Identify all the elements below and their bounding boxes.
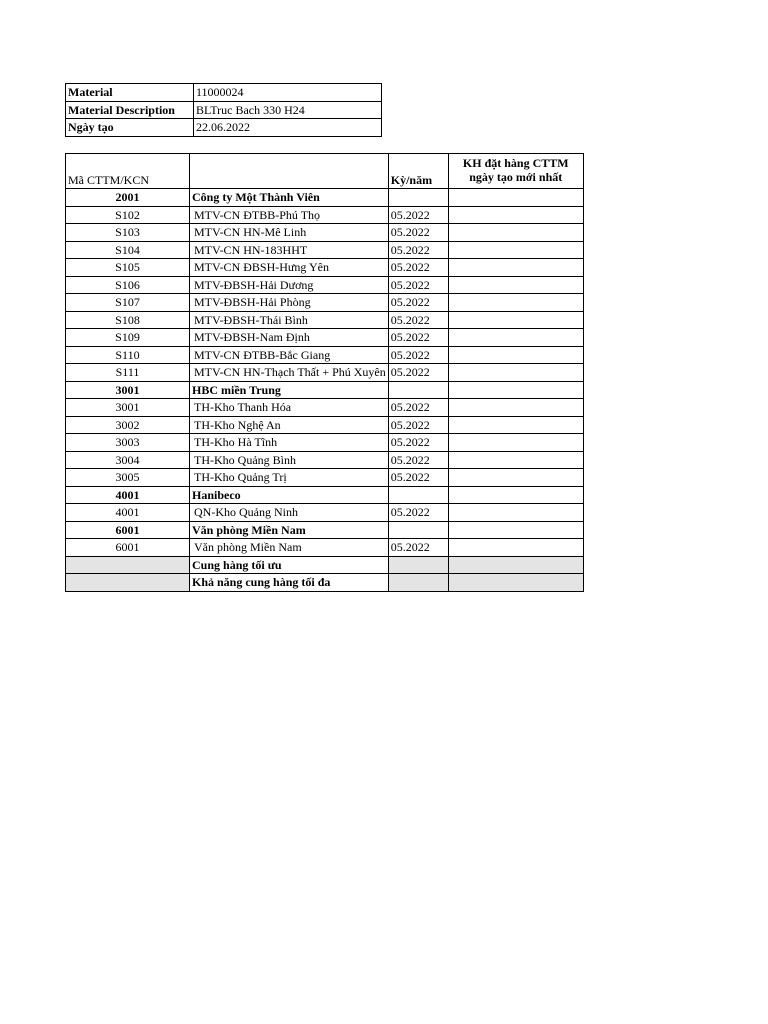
cell-period[interactable]: 05.2022	[388, 346, 448, 364]
cell-period[interactable]	[388, 556, 448, 574]
cell-period[interactable]	[388, 381, 448, 399]
cell-name[interactable]: Hanibeco	[190, 486, 389, 504]
cell-period[interactable]: 05.2022	[388, 259, 448, 277]
summary-row	[66, 556, 584, 574]
cell-name[interactable]: TH-Kho Quảng Trị	[190, 469, 389, 487]
cell-plan[interactable]	[448, 399, 583, 417]
cell-code[interactable]: 3004	[66, 451, 190, 469]
cell-period[interactable]	[388, 189, 448, 207]
cell-name[interactable]: Khả năng cung hàng tối đa	[190, 574, 389, 592]
cell-code[interactable]: 4001	[66, 486, 190, 504]
cell-name[interactable]: MTV-ĐBSH-Hải Phòng	[190, 294, 389, 312]
group-row	[66, 381, 584, 399]
cell-plan[interactable]	[448, 434, 583, 452]
cell-period[interactable]: 05.2022	[388, 241, 448, 259]
cell-period[interactable]: 05.2022	[388, 206, 448, 224]
order-plan-table	[65, 153, 584, 592]
cell-plan[interactable]	[448, 189, 583, 207]
header-code: Mã CTTM/KCN	[66, 154, 190, 189]
cell-code[interactable]: S111	[66, 364, 190, 382]
cell-code[interactable]: 6001	[66, 539, 190, 557]
cell-code[interactable]: 4001	[66, 504, 190, 522]
cell-plan[interactable]	[448, 486, 583, 504]
table-row	[66, 329, 584, 347]
cell-code[interactable]: 3005	[66, 469, 190, 487]
cell-plan[interactable]	[448, 241, 583, 259]
cell-code[interactable]: S105	[66, 259, 190, 277]
table-row	[66, 311, 584, 329]
cell-code[interactable]: S109	[66, 329, 190, 347]
cell-plan[interactable]	[448, 311, 583, 329]
cell-code[interactable]: S108	[66, 311, 190, 329]
date-value[interactable]: 22.06.2022	[194, 119, 382, 137]
cell-plan[interactable]	[448, 556, 583, 574]
table-row	[66, 346, 584, 364]
cell-plan[interactable]	[448, 504, 583, 522]
cell-plan[interactable]	[448, 294, 583, 312]
table-row	[66, 504, 584, 522]
cell-name[interactable]: TH-Kho Quảng Bình	[190, 451, 389, 469]
cell-plan[interactable]	[448, 574, 583, 592]
cell-plan[interactable]	[448, 381, 583, 399]
table-row	[66, 206, 584, 224]
table-row	[66, 259, 584, 277]
group-row	[66, 521, 584, 539]
cell-period[interactable]	[388, 521, 448, 539]
cell-plan[interactable]	[448, 346, 583, 364]
cell-name[interactable]: MTV-ĐBSH-Thái Bình	[190, 311, 389, 329]
cell-plan[interactable]	[448, 364, 583, 382]
cell-period[interactable]: 05.2022	[388, 399, 448, 417]
cell-code[interactable]: 2001	[66, 189, 190, 207]
cell-name[interactable]: MTV-CN HN-183HHT	[190, 241, 389, 259]
cell-period[interactable]: 05.2022	[388, 276, 448, 294]
cell-period[interactable]	[388, 486, 448, 504]
cell-plan[interactable]	[448, 259, 583, 277]
cell-name[interactable]: Công ty Một Thành Viên	[190, 189, 389, 207]
cell-code[interactable]: S103	[66, 224, 190, 242]
cell-code[interactable]: 3003	[66, 434, 190, 452]
cell-code[interactable]: S110	[66, 346, 190, 364]
cell-period[interactable]	[388, 574, 448, 592]
cell-period[interactable]: 05.2022	[388, 539, 448, 557]
header-plan-line1: KH đặt hàng CTTM	[462, 156, 569, 170]
material-info-table	[65, 83, 382, 137]
cell-name[interactable]: Văn phòng Miền Nam	[190, 521, 389, 539]
cell-name[interactable]: Cung hàng tối ưu	[190, 556, 389, 574]
cell-period[interactable]: 05.2022	[388, 224, 448, 242]
cell-name[interactable]: MTV-ĐBSH-Nam Định	[190, 329, 389, 347]
cell-code[interactable]: S102	[66, 206, 190, 224]
header-plan	[448, 154, 583, 189]
header-period: Kỳ/năm	[388, 154, 448, 189]
table-row	[66, 434, 584, 452]
table-row	[66, 416, 584, 434]
cell-name[interactable]: TH-Kho Hà Tĩnh	[190, 434, 389, 452]
cell-plan[interactable]	[448, 521, 583, 539]
cell-name[interactable]: MTV-CN HN-Mê Linh	[190, 224, 389, 242]
group-row	[66, 486, 584, 504]
cell-code[interactable]: S104	[66, 241, 190, 259]
date-label: Ngày tạo	[66, 119, 194, 137]
cell-plan[interactable]	[448, 469, 583, 487]
cell-name[interactable]: QN-Kho Quảng Ninh	[190, 504, 389, 522]
header-name	[190, 154, 389, 189]
cell-period[interactable]: 05.2022	[388, 451, 448, 469]
cell-plan[interactable]	[448, 276, 583, 294]
table-row	[66, 399, 584, 417]
table-row	[66, 364, 584, 382]
cell-code[interactable]: 3001	[66, 381, 190, 399]
cell-code[interactable]	[66, 556, 190, 574]
description-label: Material Description	[66, 101, 194, 119]
cell-period[interactable]: 05.2022	[388, 504, 448, 522]
cell-period[interactable]: 05.2022	[388, 416, 448, 434]
cell-plan[interactable]	[448, 224, 583, 242]
table-row	[66, 276, 584, 294]
cell-plan[interactable]	[448, 416, 583, 434]
summary-row	[66, 574, 584, 592]
cell-name[interactable]: MTV-CN ĐBSH-Hưng Yên	[190, 259, 389, 277]
info-row-description	[66, 101, 382, 119]
cell-period[interactable]: 05.2022	[388, 294, 448, 312]
cell-code[interactable]: S107	[66, 294, 190, 312]
cell-code[interactable]: 3002	[66, 416, 190, 434]
cell-period[interactable]: 05.2022	[388, 434, 448, 452]
cell-name[interactable]: MTV-CN ĐTBB-Bắc Giang	[190, 346, 389, 364]
cell-plan[interactable]	[448, 329, 583, 347]
table-row	[66, 539, 584, 557]
cell-code[interactable]: 6001	[66, 521, 190, 539]
cell-plan[interactable]	[448, 206, 583, 224]
cell-code[interactable]: S106	[66, 276, 190, 294]
cell-plan[interactable]	[448, 451, 583, 469]
cell-name[interactable]: MTV-CN ĐTBB-Phú Thọ	[190, 206, 389, 224]
description-value[interactable]: BLTruc Bach 330 H24	[194, 101, 382, 119]
cell-code[interactable]: 3001	[66, 399, 190, 417]
table-row	[66, 224, 584, 242]
cell-period[interactable]: 05.2022	[388, 329, 448, 347]
cell-period[interactable]: 05.2022	[388, 311, 448, 329]
cell-code[interactable]	[66, 574, 190, 592]
cell-name[interactable]: HBC miền Trung	[190, 381, 389, 399]
cell-name[interactable]: MTV-CN HN-Thạch Thất + Phú Xuyên	[190, 364, 389, 382]
material-value[interactable]: 11000024	[194, 84, 382, 102]
header-plan-line2: ngày tạo mới nhất	[469, 170, 563, 184]
table-header-row	[66, 154, 584, 189]
cell-name[interactable]: TH-Kho Thanh Hóa	[190, 399, 389, 417]
cell-period[interactable]: 05.2022	[388, 469, 448, 487]
cell-period[interactable]: 05.2022	[388, 364, 448, 382]
cell-name[interactable]: TH-Kho Nghệ An	[190, 416, 389, 434]
table-row	[66, 451, 584, 469]
info-row-material	[66, 84, 382, 102]
table-row	[66, 469, 584, 487]
table-row	[66, 241, 584, 259]
info-row-date	[66, 119, 382, 137]
table-row	[66, 294, 584, 312]
cell-name[interactable]: Văn phòng Miền Nam	[190, 539, 389, 557]
cell-name[interactable]: MTV-ĐBSH-Hải Dương	[190, 276, 389, 294]
material-label: Material	[66, 84, 194, 102]
group-row	[66, 189, 584, 207]
cell-plan[interactable]	[448, 539, 583, 557]
